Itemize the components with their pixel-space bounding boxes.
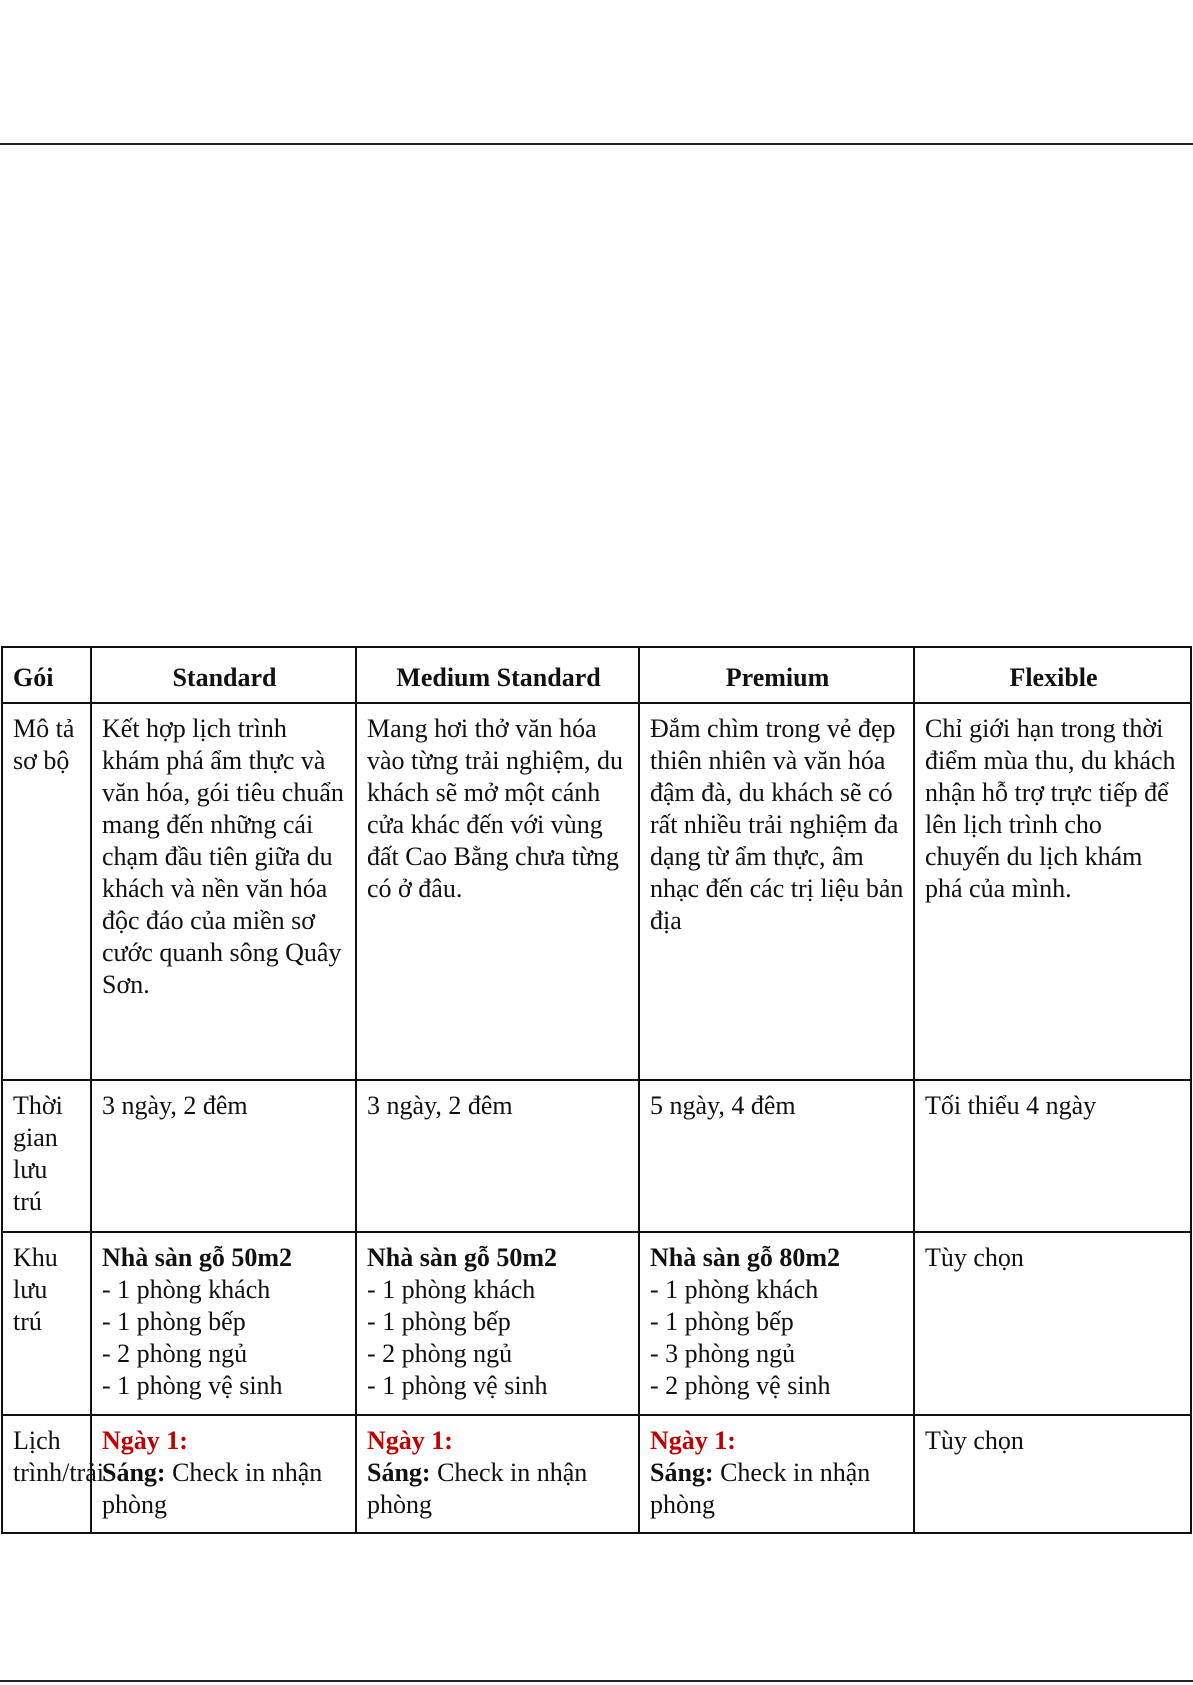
accommodation-premium: [639, 1232, 914, 1415]
duration-standard: 3 ngày, 2 đêm: [91, 1080, 356, 1232]
itinerary-premium: [639, 1415, 914, 1533]
header-flexible: Flexible: [914, 647, 1191, 703]
header-package: Gói: [2, 647, 91, 703]
duration-medium-standard: 3 ngày, 2 đêm: [356, 1080, 639, 1232]
description-row: [2, 703, 1191, 1080]
row-label-itinerary: Lịch trình/trải: [2, 1415, 91, 1533]
itinerary-morning-label: Sáng:: [650, 1458, 714, 1487]
row-label-accommodation: Khu lưu trú: [2, 1232, 91, 1415]
itinerary-day-label: Ngày 1:: [102, 1426, 188, 1455]
accommodation-standard-item: - 2 phòng ngủ: [102, 1339, 248, 1368]
accommodation-premium-item: - 1 phòng khách: [650, 1275, 819, 1304]
description-flexible: Chỉ giới hạn trong thời điểm mùa thu, du khách nhận hỗ trợ trực tiếp để lên lịch trình cho chuyến du lịch khám phá của mình.: [914, 703, 1191, 1080]
accommodation-premium-item: - 3 phòng ngủ: [650, 1339, 796, 1368]
itinerary-day-label: Ngày 1:: [367, 1426, 453, 1455]
row-label-duration: Thời gian lưu trú: [2, 1080, 91, 1232]
itinerary-morning-text: Check in nhận phòng: [650, 1458, 871, 1519]
description-standard: Kết hợp lịch trình khám phá ẩm thực và văn hóa, gói tiêu chuẩn mang đến những cái chạm đầu tiên giữa du khách và nền văn hóa độc đáo của miền sơ cước quanh sông Quây Sơn.: [91, 703, 356, 1080]
itinerary-flexible: Tùy chọn: [914, 1415, 1191, 1533]
accommodation-medium-standard: [356, 1232, 639, 1415]
itinerary-morning-text: Check in nhận phòng: [367, 1458, 588, 1519]
itinerary-morning: [367, 1457, 630, 1521]
accommodation-medium-item: - 1 phòng khách: [367, 1275, 536, 1304]
accommodation-medium-item: - 1 phòng vệ sinh: [367, 1371, 548, 1400]
accommodation-premium-item: - 1 phòng bếp: [650, 1307, 794, 1336]
accommodation-row: [2, 1232, 1191, 1415]
header-standard: Standard: [91, 647, 356, 703]
itinerary-medium-standard: [356, 1415, 639, 1533]
top-rule: [0, 143, 1193, 145]
accommodation-standard-title: Nhà sàn gỗ 50m2: [102, 1243, 292, 1272]
accommodation-standard: [91, 1232, 356, 1415]
itinerary-morning: [650, 1457, 905, 1521]
accommodation-medium-title: Nhà sàn gỗ 50m2: [367, 1243, 557, 1272]
header-medium-standard: Medium Standard: [356, 647, 639, 703]
row-label-description: Mô tả sơ bộ: [2, 703, 91, 1080]
itinerary-morning-label: Sáng:: [367, 1458, 431, 1487]
itinerary-morning: [102, 1457, 347, 1521]
itinerary-standard: [91, 1415, 356, 1533]
itinerary-row: [2, 1415, 1191, 1533]
accommodation-premium-item: - 2 phòng vệ sinh: [650, 1371, 831, 1400]
itinerary-morning-text: Check in nhận phòng: [102, 1458, 323, 1519]
accommodation-standard-item: - 1 phòng khách: [102, 1275, 271, 1304]
duration-row: [2, 1080, 1191, 1232]
accommodation-premium-title: Nhà sàn gỗ 80m2: [650, 1243, 840, 1272]
accommodation-medium-item: - 2 phòng ngủ: [367, 1339, 513, 1368]
duration-flexible: Tối thiểu 4 ngày: [914, 1080, 1191, 1232]
package-comparison-table: [1, 646, 1192, 1534]
description-premium: Đắm chìm trong vẻ đẹp thiên nhiên và văn hóa đậm đà, du khách sẽ có rất nhiều trải nghiệm đa dạng từ ẩm thực, âm nhạc đến các trị liệu bản địa: [639, 703, 914, 1080]
header-row: [2, 647, 1191, 703]
header-premium: Premium: [639, 647, 914, 703]
bottom-rule: [0, 1680, 1193, 1682]
accommodation-flexible: Tùy chọn: [914, 1232, 1191, 1415]
accommodation-medium-item: - 1 phòng bếp: [367, 1307, 511, 1336]
description-medium-standard: Mang hơi thở văn hóa vào từng trải nghiệm, du khách sẽ mở một cánh cửa khác đến với vùng đất Cao Bằng chưa từng có ở đâu.: [356, 703, 639, 1080]
accommodation-standard-item: - 1 phòng bếp: [102, 1307, 246, 1336]
itinerary-morning-label: Sáng:: [102, 1458, 166, 1487]
accommodation-standard-item: - 1 phòng vệ sinh: [102, 1371, 283, 1400]
itinerary-day-label: Ngày 1:: [650, 1426, 736, 1455]
duration-premium: 5 ngày, 4 đêm: [639, 1080, 914, 1232]
